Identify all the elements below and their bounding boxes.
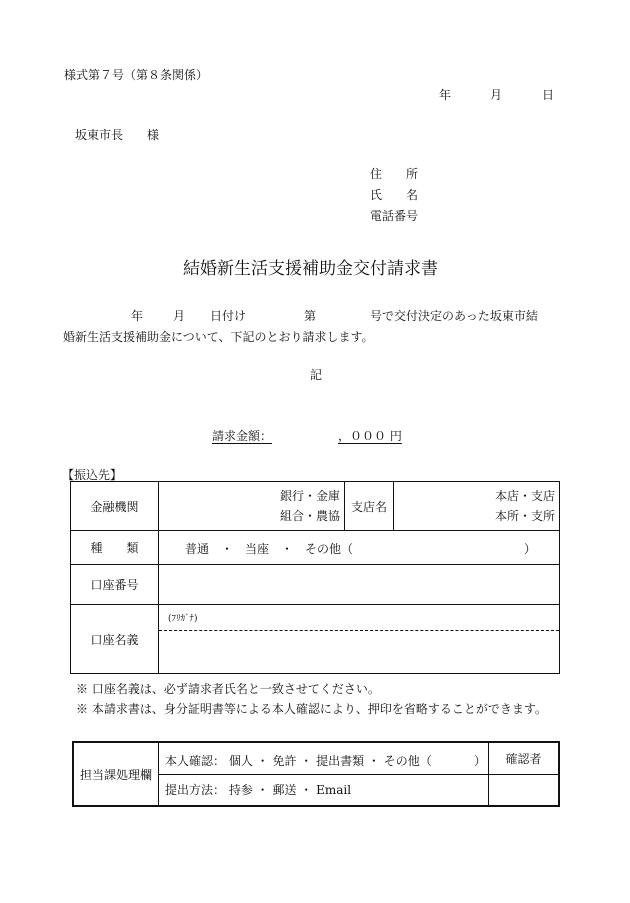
type-cell[interactable] (159, 531, 560, 565)
account-number-cell[interactable] (159, 565, 560, 605)
bank-label: 金融機関 (71, 482, 159, 531)
amount-label: 請求金額： (212, 429, 273, 443)
date-day: 日 (542, 88, 555, 102)
transfer-heading: 【振込先】 (62, 468, 123, 482)
date-month: 月 (490, 88, 503, 102)
office-label: 担当課処理欄 (73, 742, 159, 806)
branch-name-cell[interactable] (394, 482, 560, 531)
amount-suffix: ，０００ 円 (338, 429, 402, 443)
confirmer-stamp-cell[interactable] (489, 774, 560, 806)
ki-label: 記 (310, 368, 323, 382)
form-number: 様式第７号（第８条関係） (64, 68, 209, 82)
body-number: 第 (304, 309, 317, 323)
body-month: 月 (173, 309, 186, 323)
type-options: 普通 ・ 当座 ・ その他（ (185, 542, 354, 556)
name-label: 氏 名 (370, 188, 419, 202)
branch-types-2: 本所・支所 (494, 509, 555, 523)
document-title: 結婚新生活支援補助金交付請求書 (183, 259, 438, 279)
id-check: 本人確認： 個人 ・ 免許 ・ 提出書類 ・ その他（ (165, 754, 432, 768)
type-label: 種 類 (71, 531, 159, 565)
account-name-cell[interactable] (159, 605, 560, 674)
bank-types-1: 銀行・金庫 (279, 489, 340, 503)
body-year: 年 (131, 309, 144, 323)
transfer-table (70, 481, 560, 674)
branch-types-1: 本店・支店 (494, 489, 555, 503)
office-table (72, 741, 560, 807)
body-line2: 婚新生活支援補助金について、下記のとおり請求します。 (63, 330, 374, 344)
account-name-label: 口座名義 (71, 605, 159, 674)
note-1: ※ 口座名義は、必ず請求者氏名と一致させてください。 (76, 682, 380, 696)
branch-label: 支店名 (345, 482, 394, 531)
bank-types-2: 組合・農協 (279, 509, 340, 523)
amount-line (212, 427, 417, 444)
account-number-label: 口座番号 (71, 565, 159, 605)
id-check-close: ） (474, 754, 487, 768)
id-check-cell[interactable] (159, 742, 489, 774)
submission-method: 提出方法： 持参 ・ 郵送 ・ Email (165, 783, 352, 798)
addressee: 坂東市長 様 (75, 128, 160, 142)
submission-cell[interactable] (159, 774, 489, 806)
furigana-label: (ﾌﾘｶﾞﾅ) (168, 614, 198, 624)
date-year: 年 (439, 88, 452, 102)
type-close: ） (524, 542, 537, 556)
address-label: 住 所 (370, 167, 419, 181)
note-2: ※ 本請求書は、身分証明書等による本人確認により、押印を省略することができます。 (76, 702, 547, 716)
body-rest: 号で交付決定のあった坂東市結 (370, 309, 538, 323)
bank-name-cell[interactable] (159, 482, 345, 531)
phone-label: 電話番号 (370, 209, 419, 223)
furigana-divider (159, 630, 559, 631)
body-dated: 日付け (210, 309, 247, 323)
confirmer-label: 確認者 (489, 742, 560, 774)
